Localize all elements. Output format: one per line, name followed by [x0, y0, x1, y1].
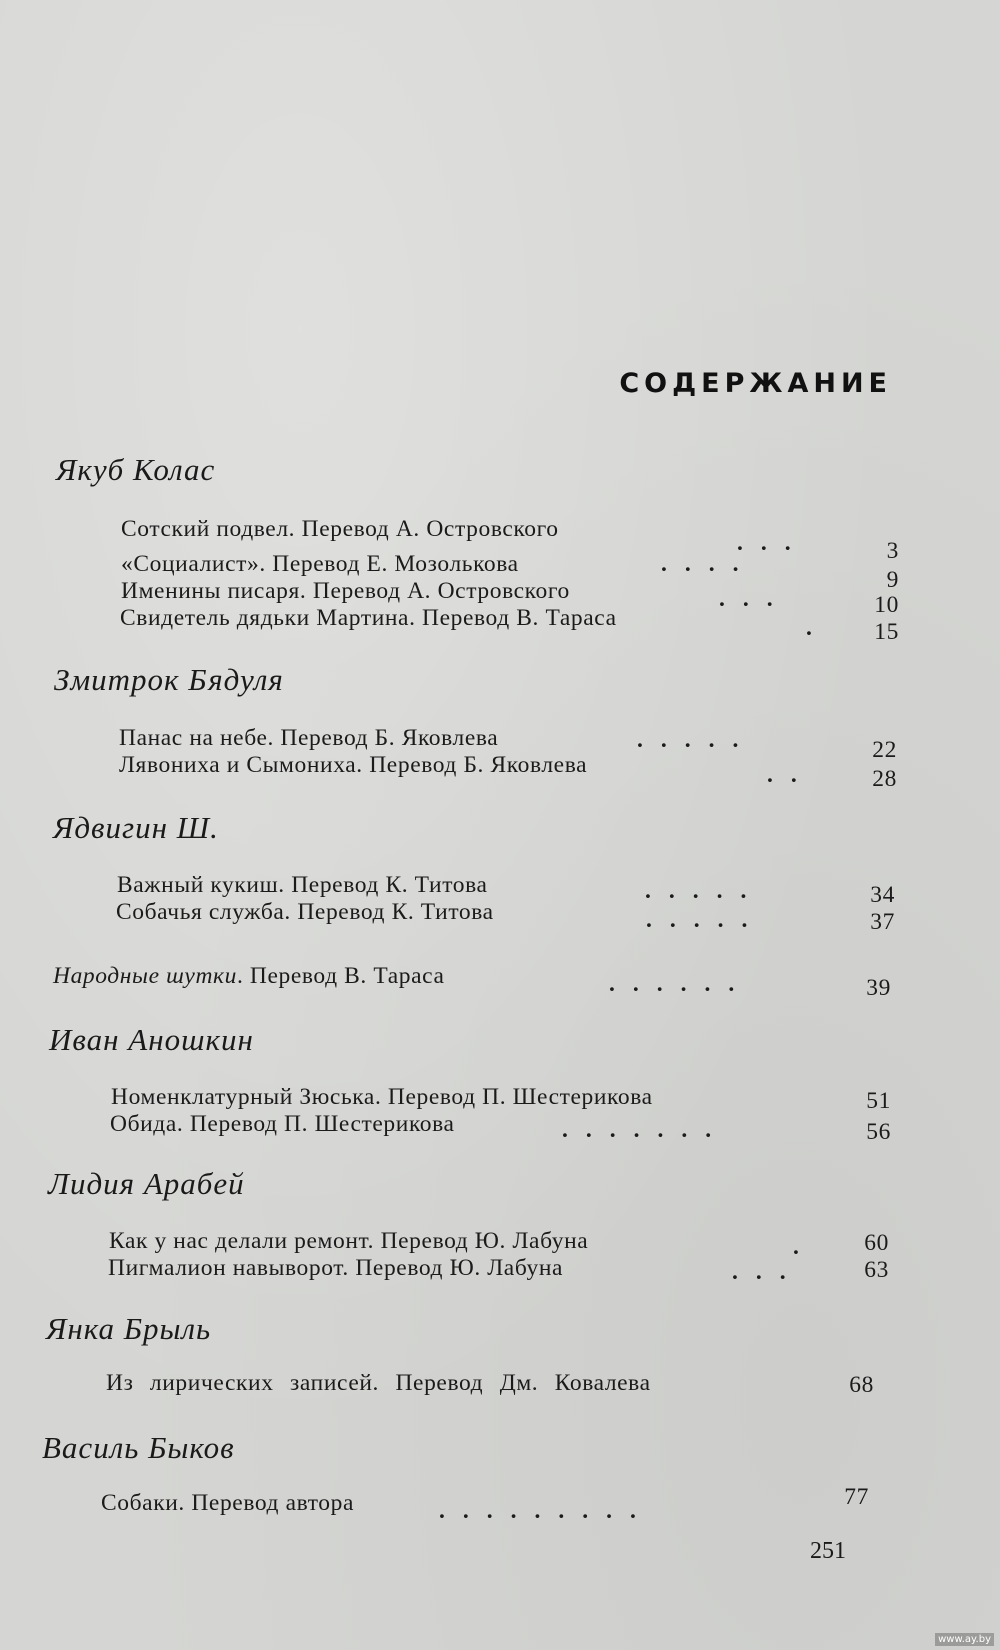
author-heading: Янка Брыль [46, 1311, 212, 1346]
entry-page-number: 37 [870, 909, 895, 935]
dot-leader: . [806, 615, 830, 641]
entry-page-number: 15 [874, 619, 899, 645]
toc-entry [119, 752, 897, 792]
author-heading: Василь Быков [42, 1430, 235, 1465]
entry-title: Лявониха и Сымониха. Перевод Б. Яковлева [119, 752, 588, 778]
dot-leader: ... [719, 586, 791, 612]
dot-leader: ... [732, 1259, 804, 1285]
entry-title: Важный кукиш. Перевод К. Титова [117, 872, 488, 898]
toc-entry [117, 872, 895, 908]
entry-page-number: 22 [872, 737, 897, 763]
entry-title: Свидетель дядьки Мартина. Перевод В. Тараса [120, 605, 617, 631]
page-title: СОДЕРЖАНИЕ [619, 368, 892, 399]
toc-entry [110, 1111, 891, 1145]
author-heading: Ядвигин Ш. [53, 810, 219, 845]
entry-title: Из лирических записей. Перевод Дм. Ковалева [106, 1370, 651, 1396]
entry-title: Номенклатурный Зюська. Перевод П. Шестерикова [111, 1084, 653, 1110]
toc-entry [101, 1484, 871, 1524]
author-heading: Змитрок Бядуля [54, 662, 284, 697]
entry-title: Панас на небе. Перевод Б. Яковлева [119, 725, 499, 751]
entry-title: Пигмалион навыворот. Перевод Ю. Лабуна [108, 1255, 564, 1281]
entry-page-number: 34 [870, 882, 895, 908]
entry-title: Обида. Перевод П. Шестерикова [110, 1111, 455, 1137]
entry-title: «Социалист». Перевод Е. Мозолькова [121, 551, 519, 577]
entry-page-number: 63 [864, 1257, 889, 1283]
entry-page-number: 9 [886, 567, 899, 593]
toc-entry [121, 578, 899, 618]
dot-leader: ..... [645, 878, 765, 904]
dot-leader: ..... [646, 907, 766, 933]
toc-entry [109, 1228, 889, 1258]
entry-page-number: 51 [866, 1088, 891, 1114]
toc-entry [111, 1084, 891, 1114]
dot-leader: . [793, 1234, 817, 1260]
entry-title-italic: Народные шутки [53, 963, 237, 989]
dot-leader: .. [767, 762, 815, 788]
entry-title: Собачья служба. Перевод К. Титова [116, 899, 494, 925]
toc-entry [119, 725, 897, 763]
entry-page-number: 68 [849, 1372, 874, 1398]
author-heading: Якуб Колас [56, 452, 216, 487]
page-folio-number: 251 [810, 1538, 846, 1564]
dot-leader: ....... [562, 1117, 730, 1143]
toc-entry [116, 899, 895, 935]
dot-leader: ..... [637, 727, 757, 753]
author-heading: Лидия Арабей [48, 1166, 245, 1201]
entry-title-rest: . Перевод В. Тараса [236, 963, 445, 989]
toc-entry [120, 605, 899, 645]
dot-leader: .... [661, 551, 757, 577]
dot-leader: ......... [439, 1498, 654, 1524]
entry-page-number: 77 [844, 1484, 869, 1510]
dot-leader: ...... [609, 971, 753, 997]
entry-title [53, 963, 445, 990]
toc-entry [108, 1255, 889, 1285]
author-heading: Иван Аношкин [49, 1022, 254, 1057]
dot-leader: ... [737, 530, 809, 556]
entry-page-number: 3 [886, 538, 899, 564]
entry-page-number: 39 [866, 975, 891, 1001]
entry-page-number: 28 [872, 766, 897, 792]
entry-title: Сотский подвел. Перевод А. Островского [121, 516, 559, 542]
entry-page-number: 56 [866, 1119, 891, 1145]
entry-page-number: 60 [864, 1230, 889, 1256]
toc-entry [106, 1370, 874, 1400]
entry-title: Именины писаря. Перевод А. Островского [121, 578, 570, 604]
entry-title: Как у нас делали ремонт. Перевод Ю. Лабуна [109, 1228, 589, 1254]
entry-title: Собаки. Перевод автора [101, 1490, 355, 1516]
toc-entry-standalone [53, 963, 891, 1001]
entry-page-number: 10 [874, 592, 899, 618]
watermark: www.ay.by [935, 1633, 994, 1646]
